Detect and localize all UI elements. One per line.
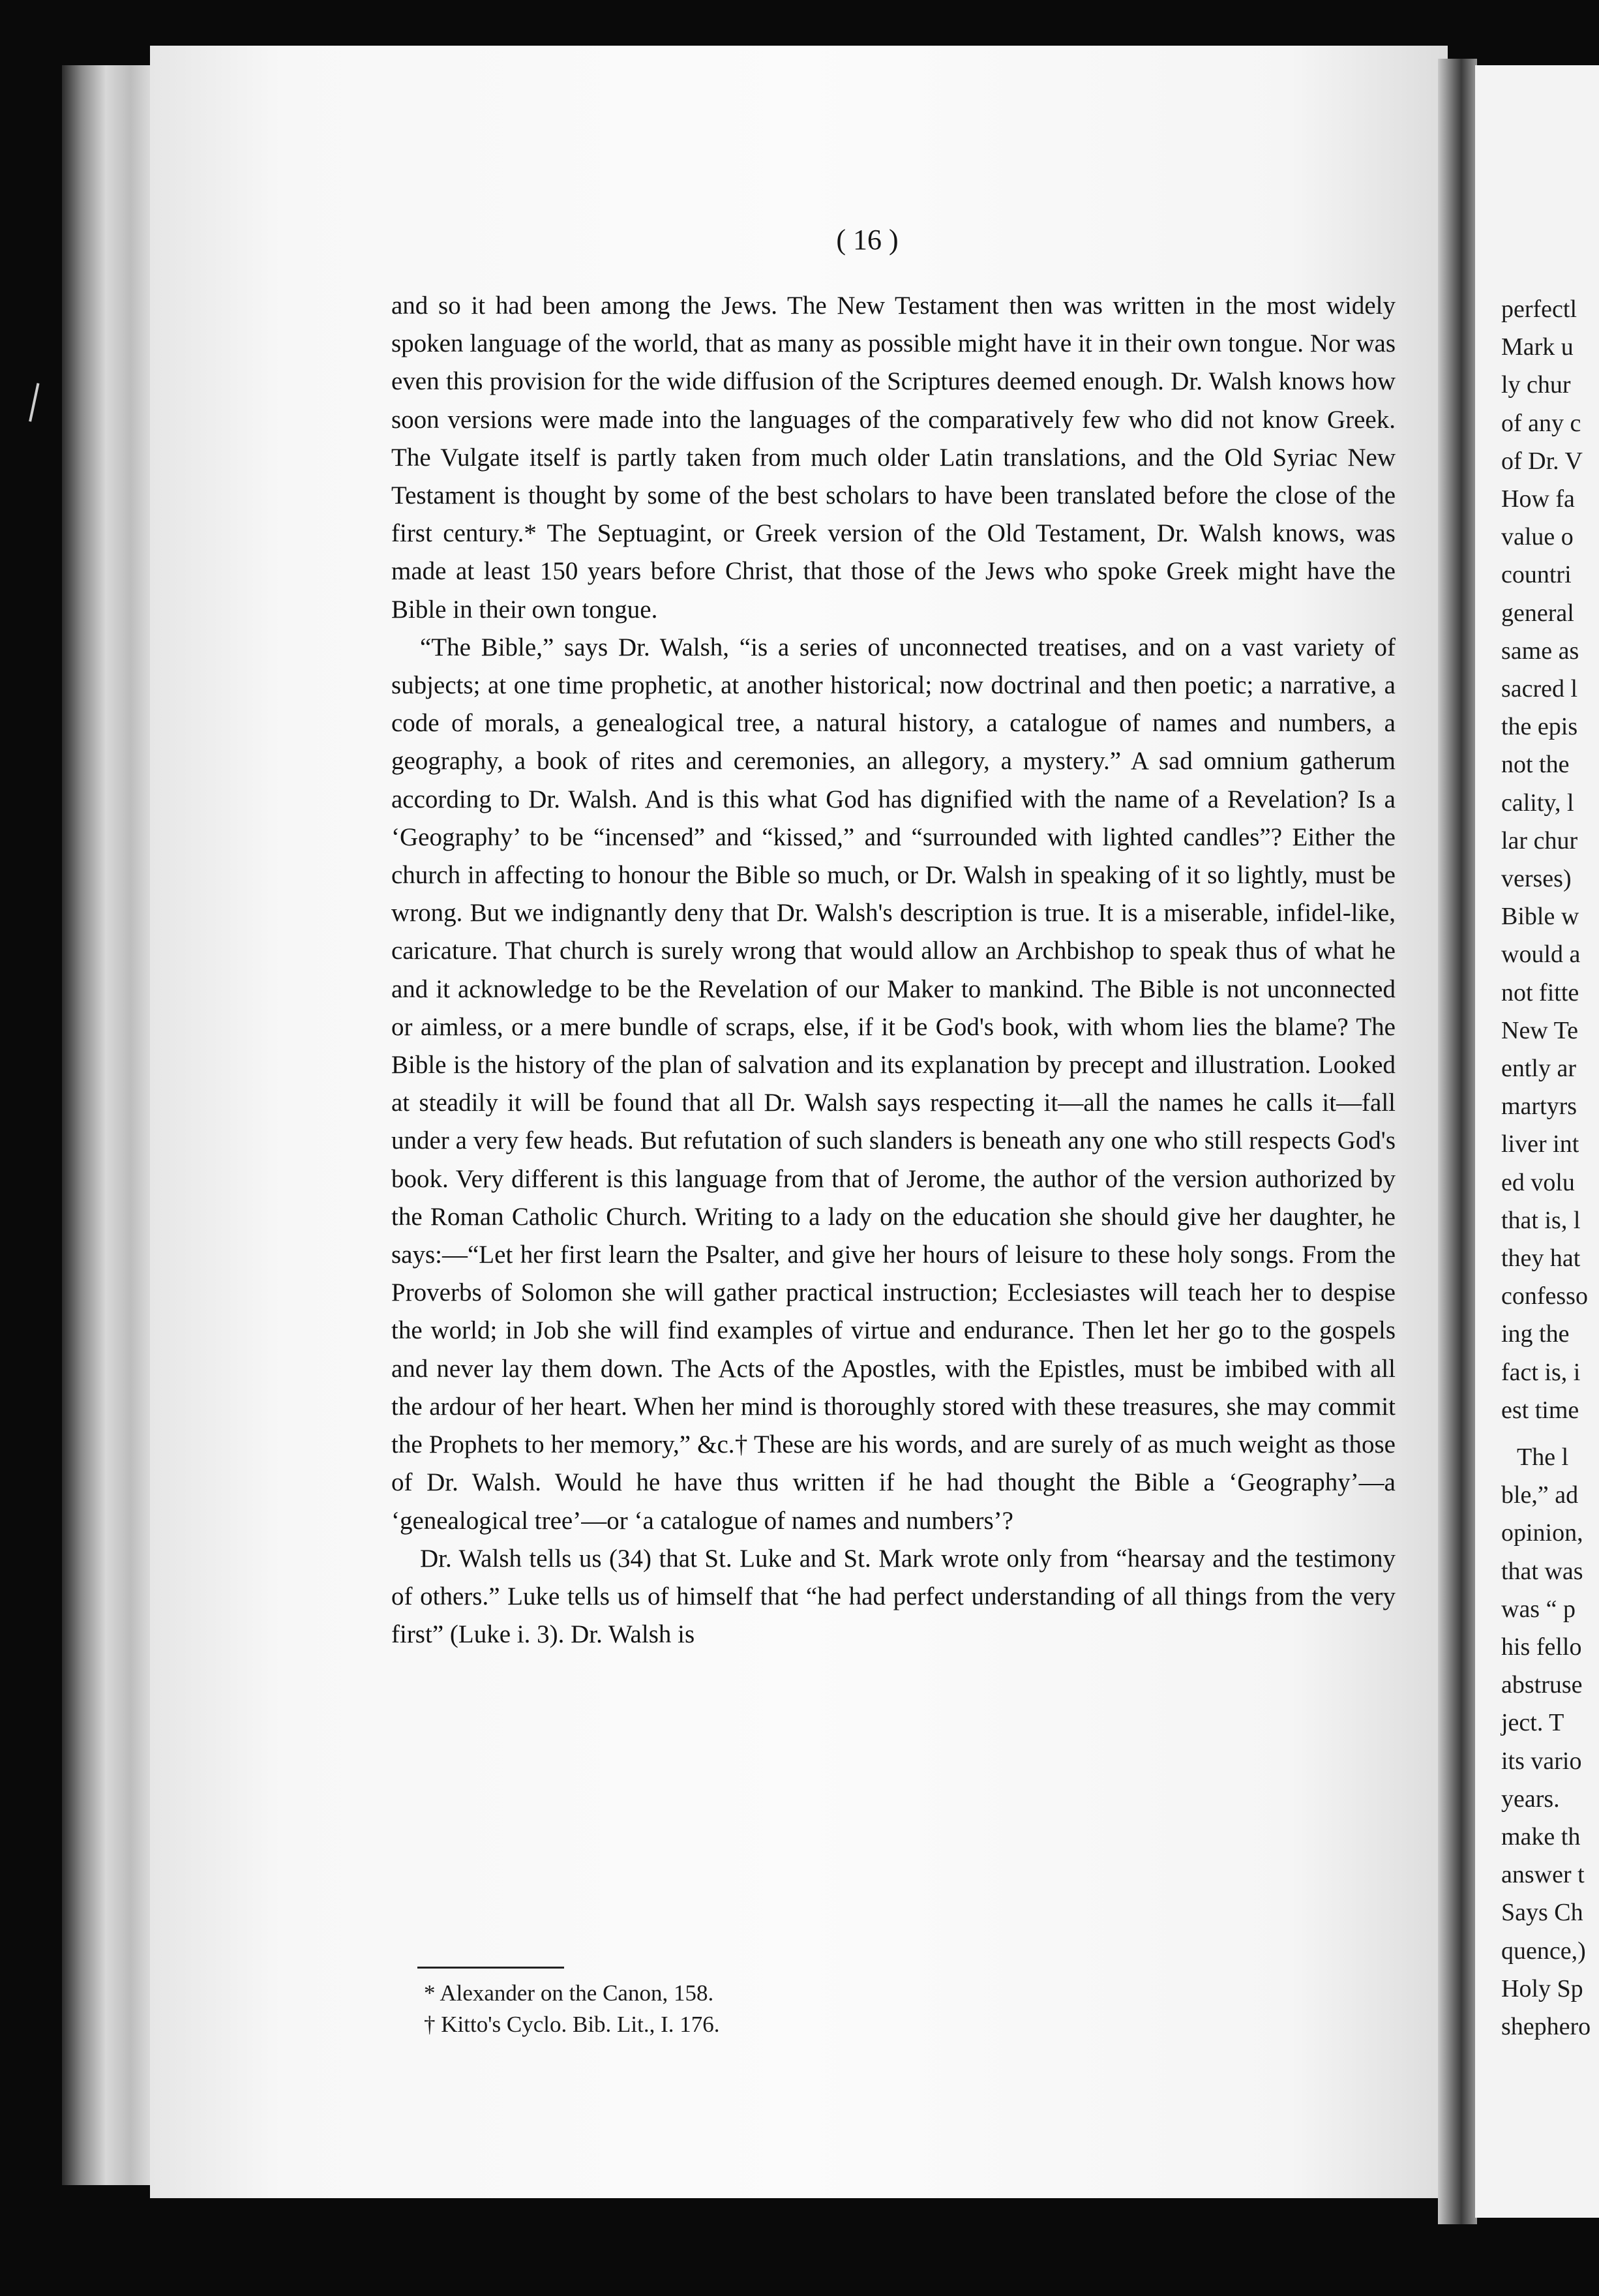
page-edges (62, 65, 160, 2185)
facing-page-line: martyrs (1501, 1093, 1577, 1121)
facing-page-line: fact is, i (1501, 1358, 1581, 1386)
facing-page-line: sacred l (1501, 675, 1578, 702)
facing-page-line: answer t (1501, 1861, 1585, 1889)
footnote-rule (417, 1967, 564, 1969)
facing-page-line: The l (1517, 1443, 1569, 1471)
facing-page-line: ed volu (1501, 1168, 1575, 1196)
facing-page-line: ently ar (1501, 1055, 1577, 1082)
facing-page-line: general (1501, 599, 1574, 627)
facing-page-line: countri (1501, 561, 1572, 589)
facing-page-line: his fello (1501, 1633, 1582, 1661)
facing-page-line: quence,) (1501, 1937, 1586, 1965)
facing-page-line: make th (1501, 1823, 1581, 1850)
facing-page-line: of Dr. V (1501, 447, 1583, 475)
facing-page-line: shephero (1501, 2013, 1591, 2040)
facing-page-line: ing the (1501, 1320, 1570, 1348)
facing-page-line: its vario (1501, 1747, 1582, 1775)
book-gutter (1438, 59, 1477, 2224)
facing-page-line: How fa (1501, 485, 1575, 513)
facing-page (1475, 65, 1599, 2218)
body-text (391, 287, 1396, 1654)
page-number: ( 16 ) (836, 224, 899, 256)
facing-page-line: New Te (1501, 1016, 1578, 1044)
footnote-1: * Alexander on the Canon, 158. (424, 1980, 714, 2006)
facing-page-line: ble,” ad (1501, 1481, 1579, 1509)
footnotes (424, 1978, 1011, 2040)
facing-page-line: cality, l (1501, 789, 1574, 817)
facing-page-line: same as (1501, 637, 1579, 665)
paragraph-2: “The Bible,” says Dr. Walsh, “is a series of unconnected treatises, and on a vast variety of subjects; at one time prophetic, at another historical; now doctrinal and then poetic; a narrative, a code of morals, a genealogical tree, a natural history, a catalogue of names and numbers, a geography, a book of rites and ceremonies, an allegory, a mystery.” A sad omnium gatherum according to Dr. Walsh. And is this what God has dignified with the name of a Revelation? Is a ‘Geography’ to be “incensed” and “kissed,” and “surrounded with lighted candles”? Either the church in affecting to honour the Bible so much, or Dr. Walsh in speaking of it so lightly, must be wrong. But we indignantly deny that Dr. Walsh's description is true. It is a miserable, infidel-like, caricature. That church is surely wrong that would allow an Archbishop to speak thus of what he and it acknowledge to be the Revelation of our Maker to mankind. The Bible is not unconnected or aimless, or a mere bundle of scraps, else, if it be God's book, with whom lies the blame? The Bible is the history of the plan of salvation and its explanation by precept and illustration. Looked at steadily it will be found that all Dr. Walsh says respecting it—all the names he calls it—fall under a very few heads. But refutation of such slanders is beneath any one who still respects God's book. Very different is this language from that of Jerome, the author of the version authorized by the Roman Catholic Church. Writing to a lady on the education she should give her daughter, he says:—“Let her first learn the Psalter, and give her hours of leisure to these holy songs. From the Proverbs of Solomon she will gather practical instruction; Ecclesiastes will teach her to despise the world; in Job she will find examples of virtue and endurance. Then let her go to the gospels and never lay them down. The Acts of the Apostles, with the Epistles, must be imbibed with all the ardour of her heart. When her mind is thoroughly stored with these treasures, she may commit the Prophets to her memory,” &c.† These are his words, and are surely of as much weight as those of Dr. Walsh. Would he have thus written if he had thought the Bible a ‘Geography’—a ‘genealogical tree’—or ‘a catalogue of names and numbers’? (391, 633, 1396, 1535)
facing-page-line: verses) (1501, 865, 1572, 892)
facing-page-line: Holy Sp (1501, 1974, 1583, 2002)
facing-page-line: abstruse (1501, 1671, 1583, 1699)
paragraph-3: Dr. Walsh tells us (34) that St. Luke and St. Mark wrote only from “hearsay and the testimony of others.” Luke tells us of himself that “he had perfect understanding of all things from the very first” (Luke i. 3). Dr. Walsh is (391, 1544, 1396, 1649)
facing-page-line: ject. T (1501, 1709, 1564, 1737)
facing-page-line: years. (1501, 1785, 1560, 1813)
facing-page-line: would a (1501, 941, 1581, 969)
facing-page-line: they hat (1501, 1245, 1581, 1272)
facing-page-line: opinion, (1501, 1519, 1583, 1547)
facing-page-line: confesso (1501, 1282, 1588, 1310)
facing-page-line: Mark u (1501, 333, 1574, 361)
footnote-2: † Kitto's Cyclo. Bib. Lit., I. 176. (424, 2012, 720, 2037)
margin-pencil-mark (29, 383, 59, 426)
facing-page-line: est time (1501, 1396, 1579, 1424)
facing-page-line: ly chur (1501, 371, 1571, 399)
facing-page-line: not the (1501, 751, 1570, 779)
facing-page-line: perfectl (1501, 295, 1577, 323)
facing-page-line: that was (1501, 1557, 1583, 1585)
facing-page-line: lar chur (1501, 826, 1578, 854)
facing-page-line: that is, l (1501, 1206, 1581, 1234)
facing-page-line: Bible w (1501, 903, 1579, 931)
facing-page-line: not fitte (1501, 978, 1579, 1006)
facing-page-line: the epis (1501, 713, 1578, 741)
facing-page-line: Says Ch (1501, 1899, 1583, 1927)
facing-page-line: of any c (1501, 409, 1581, 437)
facing-page-line: liver int (1501, 1130, 1579, 1158)
paragraph-1: and so it had been among the Jews. The New Testament then was written in the most widely spoken language of the world, that as many as possible might have it in their own tongue. Nor was even this provision for the wide diffusion of the Scriptures deemed enough. Dr. Walsh knows how soon versions were made into the languages of the comparatively few who did not know Greek. The Vulgate itself is partly taken from much older Latin translations, and the Old Syriac New Testament is thought by some of the best scholars to have been translated before the close of the first century.* The Septuagint, or Greek version of the Old Testament, Dr. Walsh knows, was made at least 150 years before Christ, that those of the Jews who spoke Greek might have the Bible in their own tongue. (391, 292, 1396, 624)
facing-page-line: value o (1501, 523, 1574, 551)
facing-page-line: was “ p (1501, 1595, 1576, 1623)
